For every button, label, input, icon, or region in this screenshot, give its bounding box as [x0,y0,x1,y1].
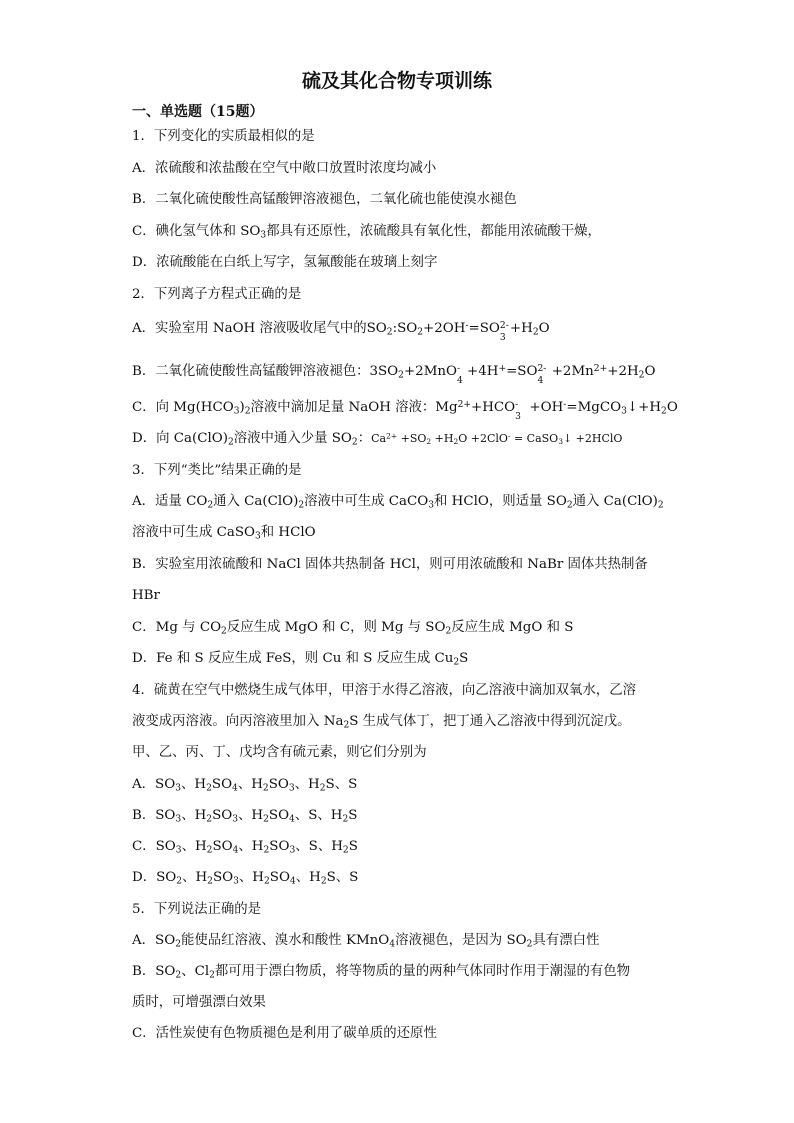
question-1-option-d: D．浓硫酸能在白纸上写字，氢氟酸能在玻璃上刻字 [132,255,438,270]
question-1-option-c: C．碘化氢气体和 $SO_3$都具有还原性，浓硫酸具有氧化性，都能用浓硫酸干燥， [132,224,601,241]
question-5-option-b-line-2: 质时，可增强漂白效果 [132,995,266,1010]
question-3-option-b-line-2: HBr [132,588,160,603]
page-title: 硫及其化合物专项训练 [301,70,492,92]
question-4-stem-line-2: 液变成丙溶液。向丙溶液里加入 $Na_2S$ 生成气体丁，把丁通入乙溶液中得到沉淀戊。 [132,714,631,731]
question-2-option-a: A．实验室用 NaOH 溶液吸收尾气中的$SO_2:SO_2+2OH^-=SO$ 2- 3 $+H_2O$ [132,320,550,343]
section-heading: 一、单选题（15题） [132,104,264,120]
question-1-option-b: B．二氧化硫使酸性高锰酸钾溶液褪色，二氧化硫也能使溴水褪色 [132,192,517,207]
question-5-stem: 5．下列说法正确的是 [132,902,262,917]
question-2-option-d: D．向 $Ca(ClO)_2$溶液中通入少量 $SO_2$：$Ca^{2+} +SO_2 +H_2O +2ClO^-$ = CaSO$_3$↓ +2HClO [132,431,623,448]
question-3-option-a-line-1: A．适量 $CO_2$通入 $Ca(ClO)_2$溶液中可生成 CaCO$_3$和 HClO，则适量 $SO_2$通入 $Ca(ClO)_2$ [132,494,664,511]
question-4-option-b: B．$SO_3$、$H_2SO_3$、$H_2SO_4$、S、$H_2S$ [132,808,358,825]
question-2-stem: 2．下列离子方程式正确的是 [132,287,302,302]
question-4-option-d: D．$SO_2$、$H_2SO_3$、$H_2SO_4$、$H_2S$、S [132,870,359,887]
question-4-stem-line-1: 4．硫黄在空气中燃烧生成气体甲，甲溶于水得乙溶液，向乙溶液中滴加双氧水，乙溶 [132,683,636,698]
question-3-option-d: D．Fe 和 S 反应生成 FeS，则 Cu 和 S 反应生成 $Cu_2S$ [132,651,469,668]
question-3-option-a-line-2: 溶液中可生成 CaSO$_3$和 HClO [132,525,316,542]
question-3-stem: 3．下列“类比”结果正确的是 [132,463,302,478]
question-2-option-b: B．二氧化硫使酸性高锰酸钾溶液褪色：$3SO_2+2MnO$ - 4 +4H+=SO 2- 4 $+2Mn^{2+}+2H_2O$ [132,363,656,386]
question-3-option-b-line-1: B．实验室用浓硫酸和 NaCl 固体共热制备 HCl，则可用浓硫酸和 NaBr 固体共热制备 [132,557,648,572]
question-5-option-b-line-1: B．$SO_2$、$Cl_2$都可用于漂白物质，将等物质的量的两种气体同时作用于潮湿的有色物 [132,964,631,981]
question-4-stem-line-3: 甲、乙、丙、丁、戊均含有硫元素，则它们分别为 [132,745,427,760]
question-1-stem: 1．下列变化的实质最相似的是 [132,129,315,144]
question-5-option-c: C．活性炭使有色物质褪色是利用了碳单质的还原性 [132,1026,437,1041]
question-4-option-c: C．$SO_3$、$H_2SO_4$、$H_2SO_3$、S、$H_2S$ [132,839,358,856]
question-3-option-c: C．Mg 与 $CO_2$反应生成 MgO 和 C，则 Mg 与 $SO_2$反应生成 MgO 和 S [132,620,574,637]
question-2-option-c: C．向 $Mg(HCO_3)_2$溶液中滴加足量 NaOH 溶液：$Mg^{2+}+HCO$ - 3 $+OH^-=MgCO_3↓+H_2O$ [132,399,678,422]
question-4-option-a: A．$SO_3$、$H_2SO_4$、$H_2SO_3$、$H_2S$、S [132,777,358,794]
question-5-option-a: A．$SO_2$能使品红溶液、溴水和酸性 KMnO$_4$溶液褪色，是因为 $SO_2$具有漂白性 [132,933,600,950]
question-1-option-a: A．浓硫酸和浓盐酸在空气中敞口放置时浓度均减小 [132,161,437,176]
